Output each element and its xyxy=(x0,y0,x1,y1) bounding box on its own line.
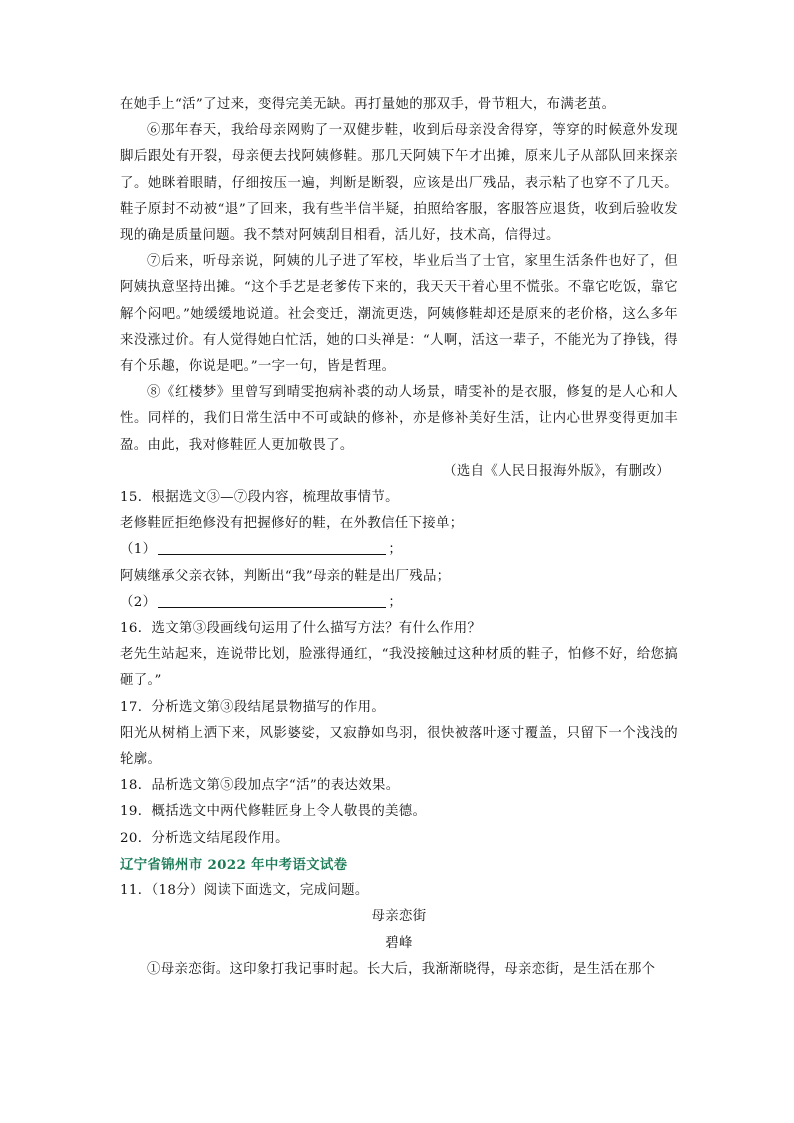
question-16: 16．选文第③段画线句运用了什么描写方法？有什么作用？ xyxy=(120,621,482,637)
question-17: 17．分析选文第③段结尾景物描写的作用。 xyxy=(120,699,386,715)
article-title: 母亲恋街 xyxy=(371,909,427,925)
paragraph-8: ⑧《红楼梦》里曾写到晴雯抱病补裘的动人场景，晴雯补的是衣服，修复的是人心和人性。同样的，我们日常生活中不可或缺的修补，亦是修补美好生活，让内心世界变得更加丰盈。由此，我对修鞋匠人更加敬畏了。 xyxy=(120,385,678,453)
article-author: 碧峰 xyxy=(385,935,413,951)
question-20: 20．分析选文结尾段作用。 xyxy=(120,830,289,846)
paragraph-6: ⑥那年春天，我给母亲网购了一双健步鞋，收到后母亲没舍得穿，等穿的时候意外发现脚后跟处有开裂，母亲便去找阿姨修鞋。那几天阿姨下午才出摊，原来儿子从部队回来探亲了。她眯着眼睛，仔细按压一遍，判断是断裂，应该是出厂残品，表示粘了也穿不了几天。鞋子原封不动被“退”了回来，我有些半信半疑，拍照给客服，客服答应退货，收到后验收发现的确是质量问题。我不禁对阿姨刮目相看，活儿好，技术高，信得过。 xyxy=(120,123,678,244)
answer-blank-2[interactable] xyxy=(158,591,386,608)
question-11: 11．（18分）阅读下面选文，完成问题。 xyxy=(120,883,369,899)
blank-2-label: （2） xyxy=(120,594,157,610)
paragraph-7: ⑦后来，听母亲说，阿姨的儿子进了军校，毕业后当了士官，家里生活条件也好了，但阿姨执意坚持出摊。“这个手艺是老爹传下来的，我天天干着心里不慌张。不靠它吃饭，靠它解个闷吧。”她缓缓地说道。社会变迁，潮流更迭，阿姨修鞋却还是原来的老价格，这么多年来没涨过价。有人觉得她白忙活，她的口头禅是：“人啊，活这一辈子，不能光为了挣钱，得有个乐趣，你说是吧。”一字一句，皆是哲理。 xyxy=(120,254,678,375)
blank-1-end: ； xyxy=(388,542,403,558)
document-content xyxy=(120,92,678,983)
question-15-blank-2 xyxy=(120,590,678,616)
question-15-blank-1 xyxy=(120,537,678,563)
paragraph-5-tail: 在她手上“活”了过来，变得完美无缺。再打量她的那双手，骨节粗大，布满老茧。 xyxy=(120,97,616,112)
blank-2-end: ； xyxy=(388,594,403,610)
exam-heading: 辽宁省锦州市 2022 年中考语文试卷 xyxy=(120,856,348,873)
question-15-line-1: 老修鞋匠拒绝修没有把握修好的鞋，在外教信任下接单； xyxy=(120,516,464,532)
question-15: 15．根据选文③—⑦段内容，梳理故事情节。 xyxy=(120,490,399,506)
source-note: （选自《人民日报海外版》，有删改） xyxy=(443,463,670,479)
question-19: 19．概括选文中两代修鞋匠身上令人敬畏的美德。 xyxy=(120,804,427,820)
question-17-quote: 阳光从树梢上洒下来，风影婆娑，又寂静如鸟羽，很快被落叶逐寸覆盖，只留下一个浅浅的轮廓。 xyxy=(120,725,678,768)
question-18: 18．品析选文第⑤段加点字“活”的表达效果。 xyxy=(120,778,400,794)
blank-1-label: （1） xyxy=(120,542,157,558)
article-paragraph-1: ①母亲恋街。这印象打我记事时起。长大后，我渐渐晓得，母亲恋街，是生活在那个 xyxy=(147,961,656,977)
question-16-quote: 老先生站起来，连说带比划，脸涨得通红，“我没接触过这种材质的鞋子，怕修不好，给您搞砸了。” xyxy=(120,647,678,689)
question-15-line-2: 阿姨继承父亲衣钵，判断出“我”母亲的鞋是出厂残品； xyxy=(120,568,451,584)
answer-blank-1[interactable] xyxy=(158,538,386,555)
